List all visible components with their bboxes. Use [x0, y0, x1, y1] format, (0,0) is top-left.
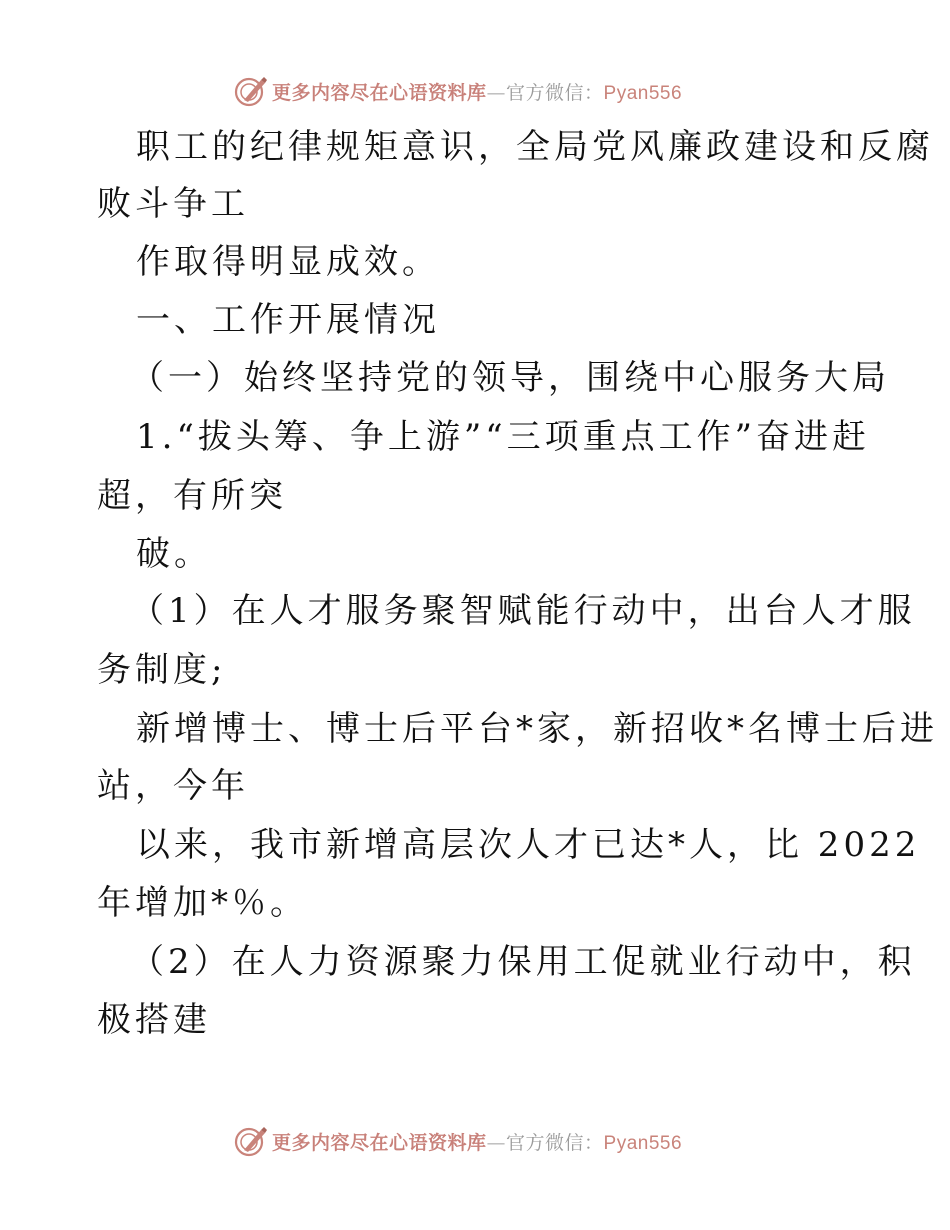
body-line: 破。: [136, 534, 212, 574]
body-line: 职工的纪律规矩意识，全局党风廉政建设和反腐: [136, 127, 934, 167]
watermark-wechat-id: Pyan556: [603, 1132, 683, 1154]
subsection-heading: （一）始终坚持党的领导，围绕中心服务大局: [130, 358, 890, 398]
body-line: 务制度;: [97, 650, 227, 690]
body-line: 1.“拔头筹、争上游”“三项重点工作”奋进赶: [136, 417, 870, 457]
body-line: 新增博士、博士后平台*家，新招收*名博士后进: [136, 709, 938, 749]
watermark-wechat-label: 官方微信：: [506, 1131, 604, 1154]
body-line: 年增加*％。: [97, 883, 308, 923]
watermark-wechat-label: 官方微信：: [506, 81, 604, 104]
watermark-header: [234, 73, 682, 109]
body-line: （2）在人力资源聚力保用工促就业行动中，积: [130, 942, 916, 982]
watermark-text: [272, 78, 682, 105]
body-line: 极搭建: [97, 1000, 211, 1040]
pen-logo-icon: [234, 1124, 268, 1158]
watermark-brand: 更多内容尽在心语资料库: [272, 1131, 487, 1154]
body-line: 败斗争工: [97, 184, 249, 224]
pen-logo-icon: [234, 74, 268, 108]
watermark-separator: —: [486, 81, 507, 104]
watermark-brand: 更多内容尽在心语资料库: [272, 81, 487, 104]
body-line: 超，有所突: [97, 476, 287, 516]
watermark-wechat-id: Pyan556: [603, 82, 683, 104]
watermark-footer: [234, 1123, 682, 1159]
watermark-separator: —: [486, 1131, 507, 1154]
section-heading: 一、工作开展情况: [136, 300, 440, 340]
body-line: 以来，我市新增高层次人才已达*人，比 2022: [136, 825, 921, 865]
body-line: （1）在人才服务聚智赋能行动中，出台人才服: [130, 591, 916, 631]
body-line: 作取得明显成效。: [136, 242, 440, 282]
watermark-text: [272, 1128, 682, 1155]
body-line: 站，今年: [97, 766, 249, 806]
